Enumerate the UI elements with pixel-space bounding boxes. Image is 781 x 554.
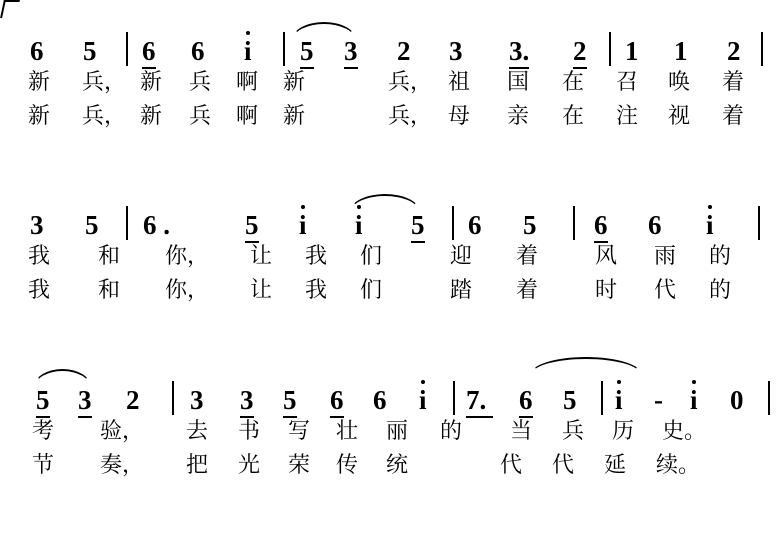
note: 6 <box>519 387 533 418</box>
note: 3 <box>344 38 358 69</box>
lyric-syllable: 延 <box>604 453 627 478</box>
note: i <box>299 210 307 240</box>
lyric-syllable: 写 <box>288 419 311 444</box>
note: 2 <box>397 36 411 66</box>
barline <box>172 381 174 415</box>
note: 5 <box>523 210 537 240</box>
lyric-syllable: 让 <box>250 244 273 269</box>
lyric-syllable: 啊 <box>236 70 259 95</box>
lyric-syllable: 考 <box>32 419 55 444</box>
barline <box>283 32 285 66</box>
lyric-syllable: 续。 <box>656 453 701 478</box>
lyric-syllable: 你， <box>165 244 210 269</box>
lyric-syllable: 兵， <box>388 70 433 95</box>
note: 3 <box>190 385 204 415</box>
note: 2 <box>573 38 587 69</box>
lyric-row-1a <box>0 72 781 106</box>
note: 6 <box>30 36 44 66</box>
lyric-row-1b <box>0 106 781 140</box>
lyric-syllable: 的 <box>440 419 463 444</box>
note: i <box>244 36 252 66</box>
lyric-syllable: 奏， <box>100 453 145 478</box>
note: 5 <box>283 387 297 418</box>
lyric-syllable: 新 <box>28 104 51 129</box>
lyric-syllable: 我 <box>28 244 51 269</box>
lyric-syllable: 你， <box>165 278 210 303</box>
lyric-syllable: 在 <box>562 70 585 95</box>
note: i <box>355 210 363 240</box>
lyric-syllable: 代 <box>500 453 523 478</box>
lyric-syllable: 我 <box>305 244 328 269</box>
lyric-syllable: 兵， <box>388 104 433 129</box>
lyric-syllable: 代 <box>552 453 575 478</box>
note: 5 <box>300 38 314 69</box>
note: 3 <box>30 210 44 240</box>
lyric-syllable: 们 <box>360 244 383 269</box>
lyric-syllable: 代 <box>654 278 677 303</box>
note-row-3 <box>0 375 781 421</box>
notation-system-3 <box>0 375 781 489</box>
lyric-syllable: 在 <box>562 104 585 129</box>
lyric-syllable: 国 <box>507 70 530 95</box>
lyric-row-3b <box>0 455 781 489</box>
lyric-syllable: 注 <box>616 104 639 129</box>
note: 6 <box>373 385 387 415</box>
lyric-row-2a <box>0 246 781 280</box>
note: - <box>654 385 663 415</box>
note: 5 <box>36 387 50 418</box>
lyric-syllable: 和 <box>98 244 121 269</box>
lyric-syllable: 唤 <box>668 70 691 95</box>
barline <box>573 206 575 240</box>
note: 5 <box>83 36 97 66</box>
lyric-syllable: 新 <box>140 70 163 95</box>
note: 6 <box>468 210 482 240</box>
lyric-syllable: 兵 <box>562 419 585 444</box>
barline <box>126 206 128 240</box>
note: 1 <box>674 36 688 66</box>
lyric-syllable: 书 <box>238 419 261 444</box>
lyric-syllable: 兵， <box>82 104 127 129</box>
lyric-syllable: 去 <box>186 419 209 444</box>
lyric-syllable: 壮 <box>336 419 359 444</box>
lyric-syllable: 史。 <box>662 419 707 444</box>
barline <box>768 381 770 415</box>
note: 2 <box>727 36 741 66</box>
note: 5 <box>563 385 577 415</box>
lyric-row-2b <box>0 280 781 314</box>
note: 5 <box>245 212 259 243</box>
lyric-syllable: 丽 <box>386 419 409 444</box>
barline <box>609 32 611 66</box>
lyric-syllable: 的 <box>709 278 732 303</box>
barline <box>601 381 603 415</box>
barline <box>453 381 455 415</box>
note: 3 <box>240 387 254 418</box>
lyric-syllable: 母 <box>448 104 471 129</box>
lyric-syllable: 我 <box>28 278 51 303</box>
lyric-syllable: 兵， <box>82 70 127 95</box>
lyric-syllable: 雨 <box>654 244 677 269</box>
lyric-syllable: 踏 <box>450 278 473 303</box>
lyric-syllable: 让 <box>250 278 273 303</box>
barline <box>452 206 454 240</box>
lyric-syllable: 亲 <box>507 104 530 129</box>
note: 3 <box>449 36 463 66</box>
note: 7. <box>466 387 493 418</box>
barline <box>758 206 760 240</box>
lyric-syllable: 新 <box>283 70 306 95</box>
note: 2 <box>126 385 140 415</box>
lyric-syllable: 我 <box>305 278 328 303</box>
lyric-syllable: 风 <box>595 244 618 269</box>
note-row-2 <box>0 200 781 246</box>
note: 6 <box>142 38 156 69</box>
barline <box>126 32 128 66</box>
lyric-syllable: 节 <box>32 453 55 478</box>
slur-arc <box>530 357 642 375</box>
note: i <box>615 385 623 415</box>
note: 6 <box>594 212 608 243</box>
note: i <box>690 385 698 415</box>
lyric-syllable: 光 <box>238 453 261 478</box>
lyric-syllable: 着 <box>516 244 539 269</box>
lyric-syllable: 视 <box>668 104 691 129</box>
lyric-syllable: 召 <box>616 70 639 95</box>
lyric-syllable: 兵 <box>189 104 212 129</box>
page-corner-mark <box>0 0 20 18</box>
lyric-syllable: 统 <box>386 453 409 478</box>
lyric-syllable: 验， <box>100 419 145 444</box>
note: 6 <box>330 387 344 418</box>
lyric-syllable: 着 <box>722 70 745 95</box>
note: i <box>706 210 714 240</box>
lyric-syllable: 兵 <box>189 70 212 95</box>
lyric-syllable: 和 <box>98 278 121 303</box>
note: 6 . <box>143 210 170 240</box>
lyric-syllable: 把 <box>186 453 209 478</box>
lyric-syllable: 时 <box>595 278 618 303</box>
notation-system-2 <box>0 200 781 314</box>
lyric-syllable: 历 <box>612 419 635 444</box>
lyric-syllable: 的 <box>709 244 732 269</box>
note: 3. <box>509 38 529 69</box>
lyric-syllable: 迎 <box>450 244 473 269</box>
lyric-syllable: 荣 <box>288 453 311 478</box>
lyric-syllable: 传 <box>336 453 359 478</box>
note: 5 <box>411 212 425 243</box>
lyric-syllable: 们 <box>360 278 383 303</box>
lyric-syllable: 新 <box>283 104 306 129</box>
barline <box>761 32 763 66</box>
notation-system-1 <box>0 26 781 140</box>
note: 5 <box>85 210 99 240</box>
note: 6 <box>191 36 205 66</box>
note: 0 <box>730 385 744 415</box>
note: 1 <box>625 36 639 66</box>
lyric-syllable: 着 <box>516 278 539 303</box>
note: 3 <box>78 387 92 418</box>
lyric-syllable: 祖 <box>448 70 471 95</box>
note-row-1 <box>0 26 781 72</box>
note: 6 <box>648 210 662 240</box>
lyric-syllable: 啊 <box>236 104 259 129</box>
lyric-row-3a <box>0 421 781 455</box>
lyric-syllable: 着 <box>722 104 745 129</box>
lyric-syllable: 新 <box>28 70 51 95</box>
lyric-syllable: 当 <box>510 419 533 444</box>
lyric-syllable: 新 <box>140 104 163 129</box>
note: i <box>419 385 427 415</box>
